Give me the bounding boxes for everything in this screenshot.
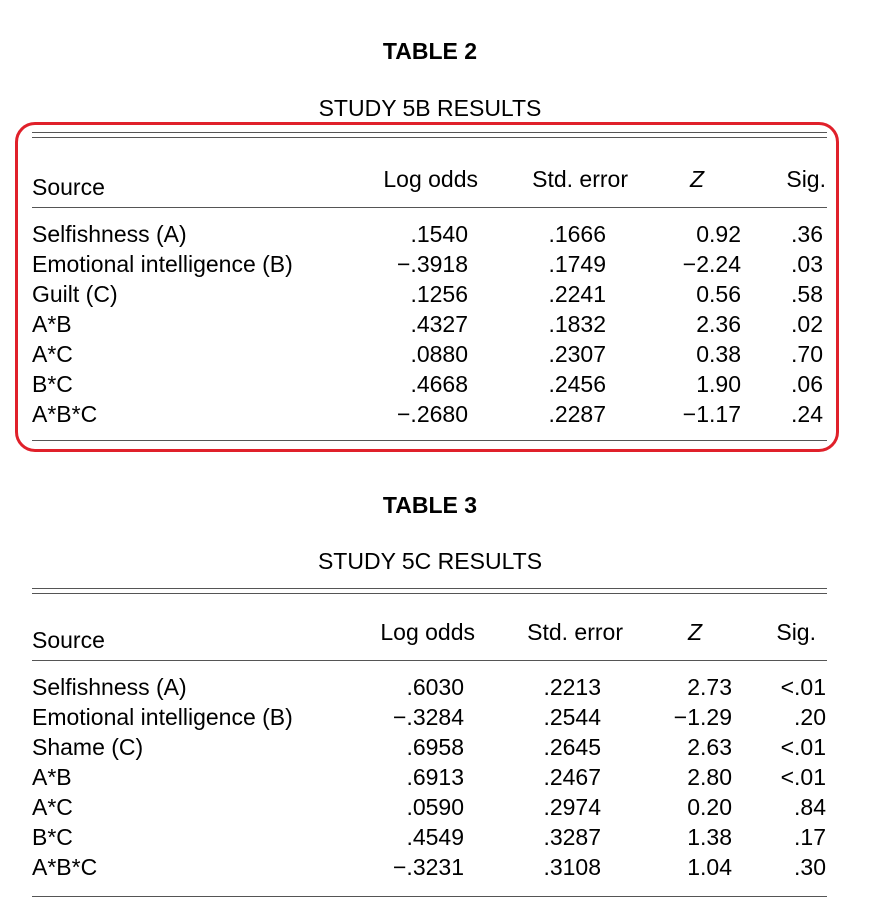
table2-cell-z: 2.36: [696, 311, 741, 337]
table3-cell-log-odds: .4549: [406, 824, 464, 850]
table2-cell-sig: .03: [791, 251, 823, 277]
table3-cell-z: −1.29: [673, 704, 732, 730]
table2-cell-z: −1.17: [682, 401, 741, 427]
table3-header-sig: Sig.: [776, 619, 816, 645]
table3-cell-source: Emotional intelligence (B): [32, 704, 293, 730]
table3-cell-sig: .17: [794, 824, 826, 850]
table3-cell-sig: .30: [794, 854, 826, 880]
table2-cell-std-error: .2287: [548, 401, 606, 427]
table3-cell-source: A*C: [32, 794, 73, 820]
table2-cell-log-odds: .4327: [410, 311, 468, 337]
table2-cell-z: 0.92: [696, 221, 741, 247]
table2-cell-z: −2.24: [682, 251, 741, 277]
table2-cell-source: Selfishness (A): [32, 221, 187, 247]
table3-cell-sig: <.01: [780, 764, 826, 790]
table2-header-log-odds: Log odds: [383, 166, 478, 192]
table2-cell-source: B*C: [32, 371, 73, 397]
table2-cell-source: Guilt (C): [32, 281, 118, 307]
table3-title: TABLE 3: [382, 492, 478, 518]
table2-cell-log-odds: −.3918: [397, 251, 468, 277]
table3-cell-std-error: .2544: [543, 704, 601, 730]
table3-cell-z: 1.38: [687, 824, 732, 850]
table3-top-rule-2: [32, 593, 827, 594]
table3-header-source: Source: [32, 627, 105, 653]
table2-cell-log-odds: −.2680: [397, 401, 468, 427]
table2-subtitle: STUDY 5B RESULTS: [318, 95, 542, 121]
table3-cell-z: 0.20: [687, 794, 732, 820]
table2-header-z: Z: [690, 166, 705, 192]
table2-cell-sig: .36: [791, 221, 823, 247]
table2-cell-log-odds: .0880: [410, 341, 468, 367]
table3-cell-log-odds: .6030: [406, 674, 464, 700]
table3-cell-source: Selfishness (A): [32, 674, 187, 700]
table2-cell-sig: .06: [791, 371, 823, 397]
table3-cell-std-error: .2213: [543, 674, 601, 700]
table2-bottom-rule: [32, 440, 827, 441]
table3-cell-log-odds: .0590: [406, 794, 464, 820]
table3-cell-sig: .84: [794, 794, 826, 820]
table3-cell-log-odds: −.3231: [393, 854, 464, 880]
table2-cell-std-error: .1749: [548, 251, 606, 277]
table3-header-rule: [32, 660, 827, 661]
table3-cell-std-error: .2974: [543, 794, 601, 820]
table2-cell-sig: .58: [791, 281, 823, 307]
table3-header-log-odds: Log odds: [380, 619, 475, 645]
table2-cell-std-error: .2456: [548, 371, 606, 397]
table2-top-rule-2: [32, 137, 827, 138]
table2-header-rule: [32, 207, 827, 208]
table2-cell-std-error: .2241: [548, 281, 606, 307]
table3-cell-log-odds: .6913: [406, 764, 464, 790]
table2-title: TABLE 2: [382, 38, 478, 64]
table2-top-rule-1: [32, 132, 827, 133]
table3-cell-z: 2.63: [687, 734, 732, 760]
table3-cell-std-error: .3287: [543, 824, 601, 850]
table2-cell-z: 0.38: [696, 341, 741, 367]
table2-cell-log-odds: .1540: [410, 221, 468, 247]
table2-cell-z: 0.56: [696, 281, 741, 307]
table2-cell-log-odds: .4668: [410, 371, 468, 397]
table2-cell-source: A*C: [32, 341, 73, 367]
table3-header-std-error: Std. error: [527, 619, 623, 645]
table2-cell-log-odds: .1256: [410, 281, 468, 307]
table2-cell-std-error: .1832: [548, 311, 606, 337]
table3-cell-source: B*C: [32, 824, 73, 850]
table2-cell-sig: .24: [791, 401, 823, 427]
table3-cell-std-error: .2645: [543, 734, 601, 760]
table3-cell-source: Shame (C): [32, 734, 144, 760]
table2-cell-source: Emotional intelligence (B): [32, 251, 293, 277]
table3-cell-std-error: .3108: [543, 854, 601, 880]
table2-cell-source: A*B: [32, 311, 72, 337]
table3-cell-sig: .20: [794, 704, 826, 730]
table2-header-source: Source: [32, 174, 105, 200]
table2-cell-std-error: .1666: [548, 221, 606, 247]
table3-top-rule-1: [32, 588, 827, 589]
table3-cell-log-odds: .6958: [406, 734, 464, 760]
table2-header-sig: Sig.: [786, 166, 826, 192]
table3-cell-z: 1.04: [687, 854, 732, 880]
table3-cell-std-error: .2467: [543, 764, 601, 790]
table3-bottom-rule: [32, 896, 827, 897]
table2-header-std-error: Std. error: [532, 166, 628, 192]
table3-cell-source: A*B*C: [32, 854, 98, 880]
table3-cell-z: 2.80: [687, 764, 732, 790]
table3-cell-sig: <.01: [780, 674, 826, 700]
table3-cell-log-odds: −.3284: [393, 704, 464, 730]
table3-cell-sig: <.01: [780, 734, 826, 760]
table2-cell-source: A*B*C: [32, 401, 98, 427]
table3-cell-z: 2.73: [687, 674, 732, 700]
table2-cell-z: 1.90: [696, 371, 741, 397]
table2-cell-std-error: .2307: [548, 341, 606, 367]
table3-cell-source: A*B: [32, 764, 72, 790]
table3-subtitle: STUDY 5C RESULTS: [317, 548, 543, 574]
table3-header-z: Z: [688, 619, 703, 645]
table2-cell-sig: .02: [791, 311, 823, 337]
table2-cell-sig: .70: [791, 341, 823, 367]
